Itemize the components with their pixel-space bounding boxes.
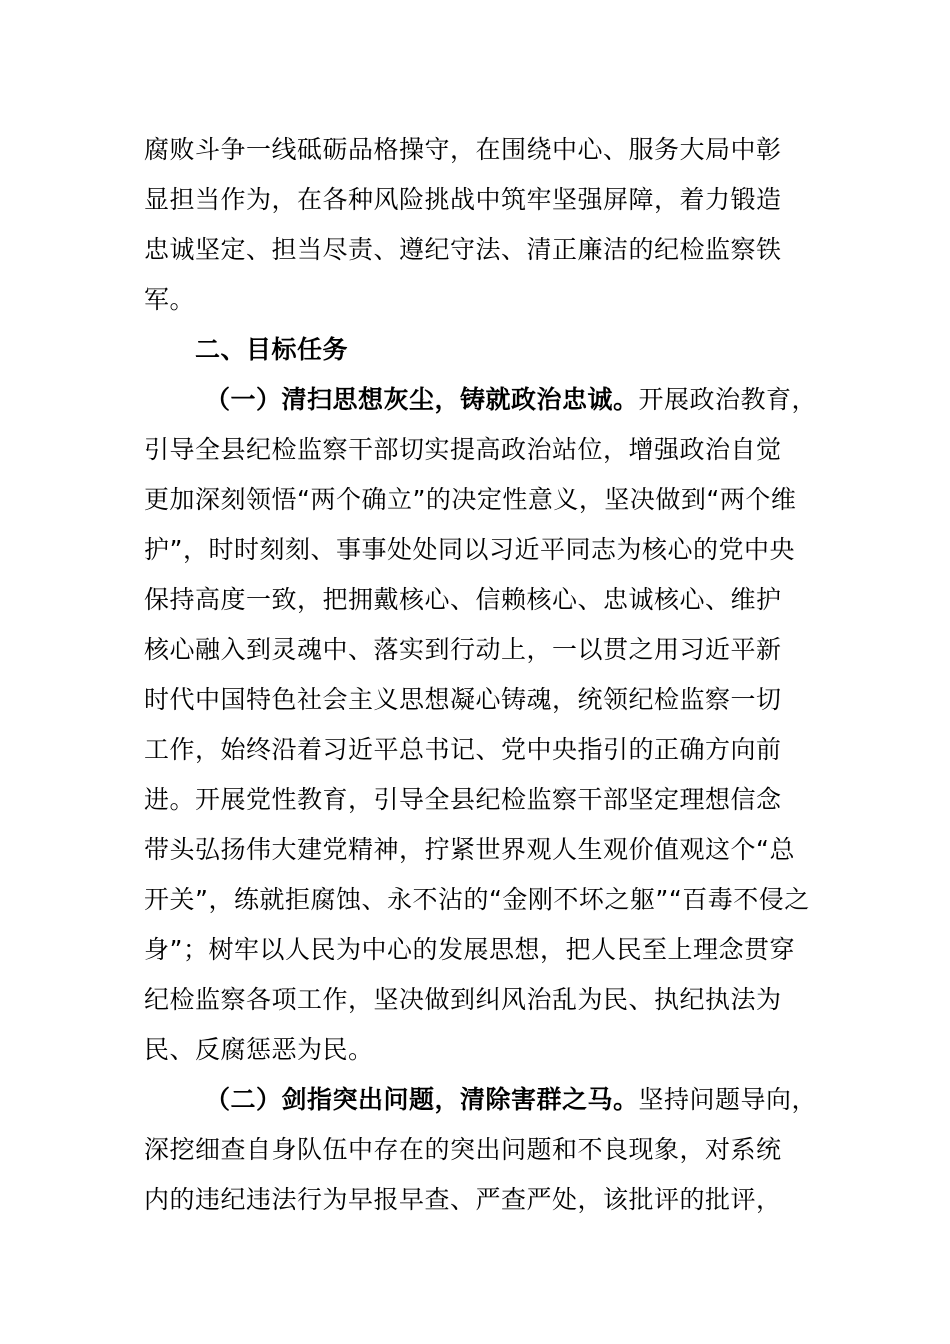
paragraph-line: 保持高度一致，把拥戴核心、信赖核心、忠诚核心、维护 (144, 585, 782, 614)
paragraph-line: 引导全县纪检监察干部切实提高政治站位，增强政治自觉 (144, 435, 782, 464)
subsection-heading: （二）剑指突出问题，清除害群之马。 (205, 1085, 639, 1114)
paragraph-line: 显担当作为，在各种风险挑战中筑牢坚强屏障，着力锻造 (144, 185, 782, 214)
subsection-text: 坚持问题导向， (638, 1085, 818, 1114)
paragraph-line: 腐败斗争一线砥砺品格操守，在围绕中心、服务大局中彰 (144, 135, 782, 164)
paragraph-line: 进。开展党性教育，引导全县纪检监察干部坚定理想信念 (144, 785, 782, 814)
subsection-heading: （一）清扫思想灰尘，铸就政治忠诚。 (205, 385, 639, 414)
section-heading: 二、目标任务 (195, 335, 349, 364)
paragraph-line: 护”，时时刻刻、事事处处同以习近平同志为核心的党中央 (144, 535, 795, 564)
paragraph-line: 深挖细查自身队伍中存在的突出问题和不良现象，对系统 (144, 1135, 782, 1164)
subsection-line (205, 1075, 817, 1125)
paragraph-line: 工作，始终沿着习近平总书记、党中央指引的正确方向前 (144, 735, 782, 764)
paragraph-line: 忠诚坚定、担当尽责、遵纪守法、清正廉洁的纪检监察铁 (144, 235, 782, 264)
paragraph-line: 民、反腐惩恶为民。 (144, 1035, 374, 1064)
paragraph-line: 时代中国特色社会主义思想凝心铸魂，统领纪检监察一切 (144, 685, 782, 714)
paragraph-line: 身”；树牢以人民为中心的发展思想，把人民至上理念贯穿 (144, 935, 795, 964)
paragraph-line: 军。 (144, 285, 196, 314)
paragraph-line: 更加深刻领悟“两个确立”的决定性意义，坚决做到“两个维 (144, 485, 797, 514)
paragraph-line: 内的违纪违法行为早报早查、严查严处，该批评的批评， (144, 1185, 782, 1214)
paragraph-line: 核心融入到灵魂中、落实到行动上，一以贯之用习近平新 (144, 635, 782, 664)
subsection-text: 开展政治教育， (638, 385, 818, 414)
paragraph-line: 带头弘扬伟大建党精神，拧紧世界观人生观价值观这个“总 (144, 835, 795, 864)
paragraph-line: 纪检监察各项工作，坚决做到纠风治乱为民、执纪执法为 (144, 985, 782, 1014)
paragraph-line: 开关”，练就拒腐蚀、永不沾的“金刚不坏之躯”“百毒不侵之 (144, 885, 810, 914)
subsection-line (205, 375, 817, 425)
